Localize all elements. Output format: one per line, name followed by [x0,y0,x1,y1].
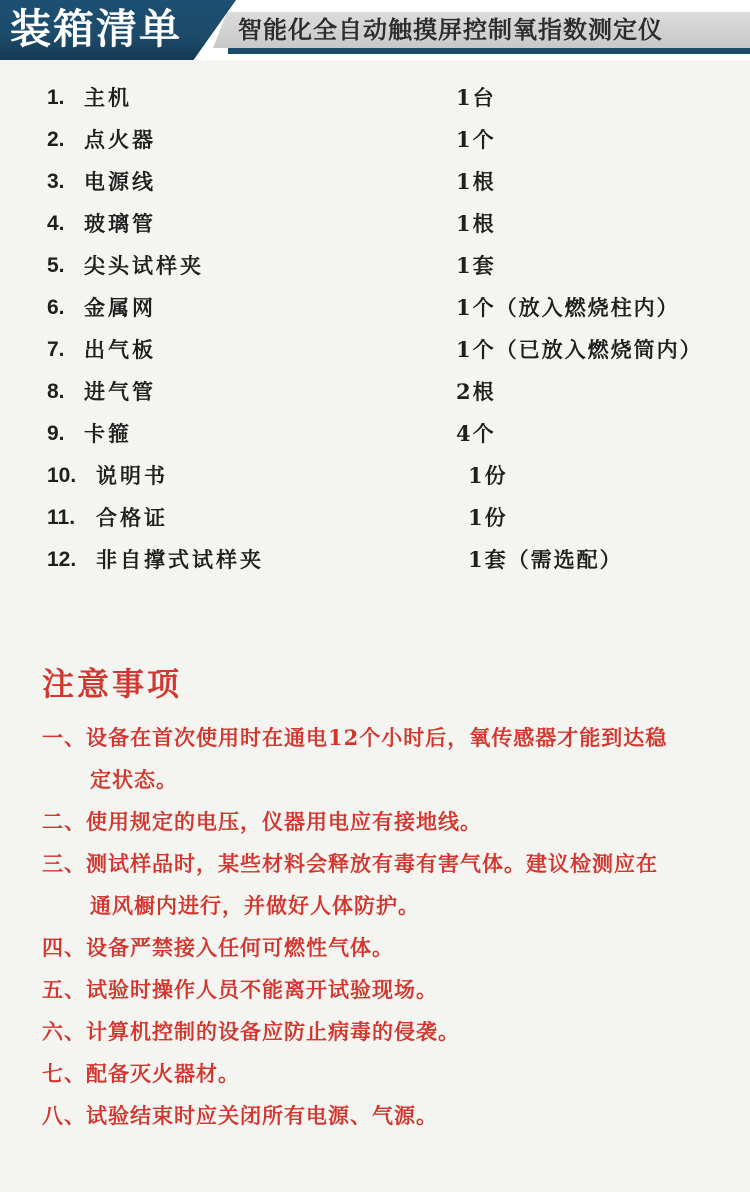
item-quantity: 1根 [456,211,496,236]
notice-item: 四、设备严禁接入任何可燃性气体。 [42,935,394,960]
item-name: 玻璃管 [84,211,156,236]
item-quantity: 1根 [456,169,496,194]
item-number: 7. [47,338,65,361]
notice-item: 五、试验时操作人员不能离开试验现场。 [42,977,438,1002]
page-title: 装箱清单 [10,5,182,53]
notice-item: 一、设备在首次使用时在通电12个小时后，氧传感器才能到达稳 [42,725,668,750]
notice-item: 七、配备灭火器材。 [42,1061,240,1086]
header-accent-line [228,48,750,54]
packing-item [0,414,750,454]
item-quantity: 4个 [456,421,496,446]
item-number: 5. [47,254,65,277]
notice-item-continuation: 定状态。 [90,767,178,792]
notice-item: 二、使用规定的电压，仪器用电应有接地线。 [42,809,482,834]
item-name: 主机 [84,85,132,110]
item-quantity: 1个（已放入燃烧筒内） [456,337,703,362]
packing-item [0,540,750,580]
item-name: 合格证 [96,505,168,530]
notice-item: 六、计算机控制的设备应防止病毒的侵袭。 [42,1019,460,1044]
item-name: 金属网 [84,295,156,320]
item-name: 电源线 [84,169,156,194]
item-name: 卡箍 [84,421,132,446]
item-number: 6. [47,296,65,319]
item-number: 12. [47,548,77,571]
packing-item [0,498,750,538]
packing-item [0,372,750,412]
packing-item [0,330,750,370]
item-number: 4. [47,212,65,235]
item-name: 进气管 [84,379,156,404]
packing-item [0,246,750,286]
item-name: 点火器 [84,127,156,152]
packing-item [0,120,750,160]
item-number: 11. [47,506,76,529]
item-name: 尖头试样夹 [84,253,204,278]
item-number: 10. [47,464,77,487]
notice-heading: 注意事项 [42,665,183,703]
item-number: 3. [47,170,65,193]
product-name: 智能化全自动触摸屏控制氧指数测定仪 [238,15,663,44]
notice-item-continuation: 通风橱内进行，并做好人体防护。 [90,893,420,918]
item-quantity: 1套 [456,253,496,278]
packing-item [0,78,750,118]
packing-item [0,456,750,496]
item-number: 2. [47,128,65,151]
packing-item [0,288,750,328]
packing-item [0,162,750,202]
item-quantity: 1份 [468,505,508,530]
item-name: 非自撑式试样夹 [96,547,264,572]
item-number: 1. [47,86,65,109]
item-quantity: 1个 [456,127,496,152]
notice-item: 八、试验结束时应关闭所有电源、气源。 [42,1103,438,1128]
item-quantity: 1套（需选配） [468,547,623,572]
item-name: 出气板 [84,337,156,362]
item-number: 8. [47,380,65,403]
item-quantity: 1台 [456,85,496,110]
page-header [0,0,750,60]
item-quantity: 1份 [468,463,508,488]
notice-item: 三、测试样品时，某些材料会释放有毒有害气体。建议检测应在 [42,851,658,876]
item-quantity: 2根 [456,379,496,404]
item-quantity: 1个（放入燃烧柱内） [456,295,680,320]
packing-item [0,204,750,244]
item-name: 说明书 [96,463,168,488]
item-number: 9. [47,422,65,445]
